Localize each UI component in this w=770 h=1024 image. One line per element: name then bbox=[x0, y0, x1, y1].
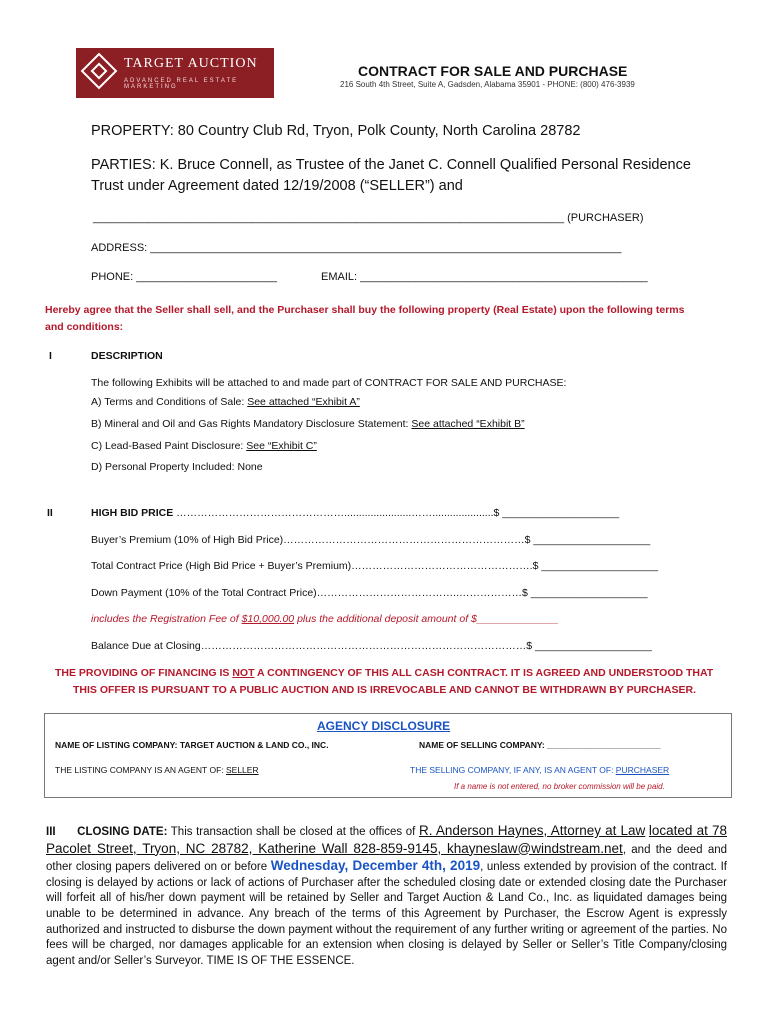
closing-text-2: , and the deed and other closing papers delivered on or before bbox=[46, 843, 728, 874]
exhibit-c-label: C) Lead-Based Paint Disclosure: bbox=[91, 440, 247, 452]
closing-date-paragraph bbox=[46, 823, 727, 969]
property-line: PROPERTY: 80 Country Club Rd, Tryon, Polk County, North Carolina 28782 bbox=[91, 123, 581, 139]
fee-suffix: plus the additional deposit amount of $ bbox=[294, 613, 477, 625]
high-bid-blank[interactable]: ………………………………………….......................…….....................$ ____________________ bbox=[173, 507, 620, 519]
exhibit-c bbox=[91, 440, 317, 452]
attorney-name: R. Anderson Haynes, Attorney at Law bbox=[418, 823, 646, 838]
total-price-row[interactable]: Total Contract Price (High Bid Price + Buyer’s Premium)…………………………………………….$ ____________________ bbox=[91, 560, 659, 572]
company-logo bbox=[76, 48, 274, 98]
warning-not: NOT bbox=[232, 667, 255, 679]
high-bid-label: HIGH BID PRICE bbox=[91, 507, 174, 519]
purchaser-field[interactable]: _____________________________________________________________________________ (PURCHASER) bbox=[93, 212, 644, 224]
attorney-address: located at 78 Pacolet Street, Tryon, NC 28782, Katherine Wall 828-859-9145, khayneslaw@windstream.net bbox=[46, 823, 728, 856]
logo-name: TARGET AUCTION bbox=[124, 56, 258, 71]
exhibit-a-link[interactable]: See attached “Exhibit A” bbox=[247, 396, 360, 408]
diamond-logo-icon bbox=[81, 53, 118, 90]
email-field[interactable]: EMAIL: _______________________________________________ bbox=[321, 271, 648, 283]
closing-date-heading: CLOSING DATE: bbox=[77, 826, 168, 838]
section-3-number: III bbox=[46, 826, 56, 838]
exhibit-b bbox=[91, 418, 525, 430]
buyers-premium-row[interactable]: Buyer’s Premium (10% of High Bid Price)……………………………………………………………$ ____________________ bbox=[91, 534, 651, 546]
listing-agent bbox=[55, 765, 259, 775]
phone-field[interactable]: PHONE: _______________________ bbox=[91, 271, 277, 283]
agreement-line-1: Hereby agree that the Seller shall sell, and the Purchaser shall buy the following property (Real Estate) upon the following terms bbox=[45, 304, 685, 316]
closing-text-1: This transaction shall be closed at the offices of bbox=[167, 826, 419, 838]
fee-prefix: includes the Registration Fee of bbox=[91, 613, 242, 625]
logo-tagline: ADVANCED REAL ESTATE MARKETING bbox=[124, 78, 239, 90]
broker-note: If a name is not entered, no broker commission will be paid. bbox=[454, 782, 665, 791]
financing-warning-1 bbox=[55, 667, 713, 679]
exhibit-c-link[interactable]: See “Exhibit C” bbox=[246, 440, 317, 452]
high-bid-row bbox=[91, 507, 619, 519]
warning-post: A CONTINGENCY OF THIS ALL CASH CONTRACT. IT IS AGREED AND UNDERSTOOD THAT bbox=[254, 667, 714, 679]
selling-agent bbox=[410, 765, 669, 775]
exhibit-b-label: B) Mineral and Oil and Gas Rights Mandatory Disclosure Statement: bbox=[91, 418, 412, 430]
warning-pre: THE PROVIDING OF FINANCING IS bbox=[55, 667, 233, 679]
agreement-line-2: and conditions: bbox=[45, 321, 124, 333]
section-2-number: II bbox=[47, 507, 53, 519]
address-field[interactable]: ADDRESS: _____________________________________________________________________________ bbox=[91, 242, 622, 254]
exhibit-a-label: A) Terms and Conditions of Sale: bbox=[91, 396, 248, 408]
listing-company: NAME OF LISTING COMPANY: TARGET AUCTION & LAND CO., INC. bbox=[55, 740, 329, 750]
selling-agent-value: PURCHASER bbox=[615, 765, 670, 775]
closing-date: Wednesday, December 4th, 2019 bbox=[270, 858, 481, 874]
listing-agent-label: THE LISTING COMPANY IS AN AGENT OF: bbox=[55, 765, 226, 775]
section-1-heading: DESCRIPTION bbox=[91, 350, 163, 362]
parties-line-1: PARTIES: K. Bruce Connell, as Trustee of the Janet C. Connell Qualified Personal Residence bbox=[91, 157, 691, 173]
agency-heading: AGENCY DISCLOSURE bbox=[317, 719, 451, 733]
company-address: 216 South 4th Street, Suite A, Gadsden, Alabama 35901 - PHONE: (800) 476-3939 bbox=[340, 80, 635, 89]
exhibit-a bbox=[91, 396, 360, 408]
deposit-blank[interactable]: ______________ bbox=[476, 613, 559, 625]
listing-agent-value: SELLER bbox=[225, 765, 259, 775]
section-1-number: I bbox=[49, 350, 52, 362]
parties-line-2: Trust under Agreement dated 12/19/2008 (“SELLER”) and bbox=[91, 178, 463, 194]
fee-amount: $10,000.00 bbox=[241, 613, 295, 625]
exhibit-d: D) Personal Property Included: None bbox=[91, 461, 263, 473]
document-title: CONTRACT FOR SALE AND PURCHASE bbox=[358, 63, 628, 79]
down-payment-row[interactable]: Down Payment (10% of the Total Contract Price)…………………………………..………………$ ____________________ bbox=[91, 587, 648, 599]
exhibit-b-link[interactable]: See attached “Exhibit B” bbox=[411, 418, 525, 430]
selling-agent-label: THE SELLING COMPANY, IF ANY, IS AN AGENT OF: bbox=[410, 765, 616, 775]
financing-warning-2: THIS OFFER IS PURSUANT TO A PUBLIC AUCTION AND IS IRREVOCABLE AND CANNOT BE WITHDRAWN BY PURCHASER. bbox=[73, 684, 697, 696]
exhibits-intro: The following Exhibits will be attached to and made part of CONTRACT FOR SALE AND PURCHASE: bbox=[91, 377, 567, 389]
selling-company-field[interactable]: NAME OF SELLING COMPANY: ________________________ bbox=[419, 740, 661, 750]
registration-fee-note bbox=[91, 613, 559, 625]
closing-text-3: , unless extended by provision of the contract. If closing is delayed by actions or lack of actions of Purchaser after the scheduled closing date or extended closing date the Purchaser will forfeit all of his/her down payment will be retained by Seller and Target Auction & Land Co., Inc. as liquidated damages being unable to be determined in advance. Any breach of the terms of this Agreement by Purchaser, the Escrow Agent is expressly authorized and instructed to disburse the down payment without the requirement of any further writing or agreement of the parties. No fees will be charged, nor damages applicable for an extension when closing is delayed by Seller or Seller’s Title Company/closing agent and/or Seller’s Surveyor. TIME IS OF THE ESSENCE. bbox=[46, 861, 727, 967]
balance-due-row[interactable]: Balance Due at Closing…………………………………………………………………………………$ ____________________ bbox=[91, 640, 652, 652]
